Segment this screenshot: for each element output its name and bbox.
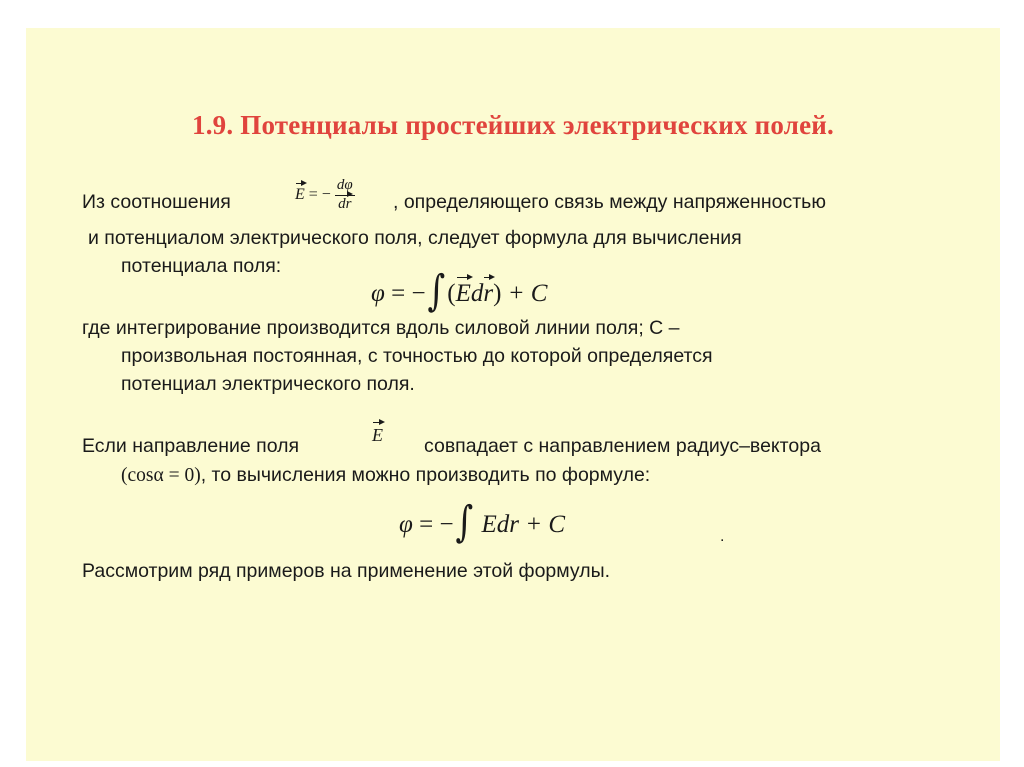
- paragraph2-line1: где интегрирование производится вдоль силовой линии поля; C –: [82, 317, 680, 339]
- formula1: [371, 266, 548, 317]
- relation-den-r: r: [345, 195, 352, 212]
- relation-formula: [295, 178, 355, 213]
- paragraph2-line2: произвольная постоянная, с точностью до которой определяется: [121, 345, 713, 367]
- paragraph3-line2: [121, 464, 650, 487]
- formula2-integral: ∫: [455, 497, 474, 548]
- formula1-E: E: [455, 280, 471, 307]
- paragraph3-line2-rest: , то вычисления можно производить по формуле:: [200, 464, 651, 486]
- formula1-integral: ∫: [427, 266, 446, 317]
- slide-title: 1.9. Потенциалы простейших электрических полей.: [192, 110, 834, 140]
- formula2-body: Edr: [481, 511, 520, 538]
- formula2-plus-c: + C: [525, 511, 566, 538]
- paragraph3-lead: Если направление поля: [82, 435, 300, 457]
- relation-denominator: [335, 196, 355, 213]
- paragraph3-tail: совпадает с направлением радиус–вектора: [424, 435, 821, 457]
- formula1-d: d: [470, 280, 484, 307]
- paragraph2-line3: потенциал электрического поля.: [121, 373, 415, 395]
- relation-numerator: dφ: [335, 178, 355, 196]
- formula2-dot: .: [720, 528, 725, 545]
- formula2-phi: φ: [399, 511, 413, 538]
- paragraph1-line1: [82, 191, 231, 214]
- relation-fraction: [335, 178, 355, 213]
- closing-line: Рассмотрим ряд примеров на применение этой формулы.: [82, 560, 611, 582]
- paragraph3-vector-e: [372, 425, 383, 446]
- relation-den-d: d: [338, 195, 346, 212]
- paragraph1-tail: , определяющего связь между напряженностью: [393, 191, 826, 213]
- formula1-phi: φ: [371, 280, 385, 307]
- paragraph1-line3: потенциала поля:: [121, 255, 282, 277]
- formula1-close: ): [493, 280, 502, 307]
- paragraph3-condition: (cosα = 0): [121, 465, 201, 486]
- formula1-r: r: [483, 280, 494, 307]
- formula1-eq: = −: [391, 280, 426, 307]
- paragraph1-line2: и потенциалом электрического поля, следует формула для вычисления: [88, 227, 742, 249]
- relation-lhs: E: [295, 185, 305, 203]
- paragraph1-lead: Из соотношения: [82, 191, 231, 213]
- formula1-open: (: [447, 280, 456, 307]
- formula1-plus-c: + C: [507, 280, 548, 307]
- slide: [26, 28, 1000, 761]
- formula2: [399, 497, 566, 548]
- formula2-eq: = −: [419, 511, 454, 538]
- paragraph3-vecE: E: [372, 425, 383, 445]
- relation-eq: = −: [308, 185, 331, 203]
